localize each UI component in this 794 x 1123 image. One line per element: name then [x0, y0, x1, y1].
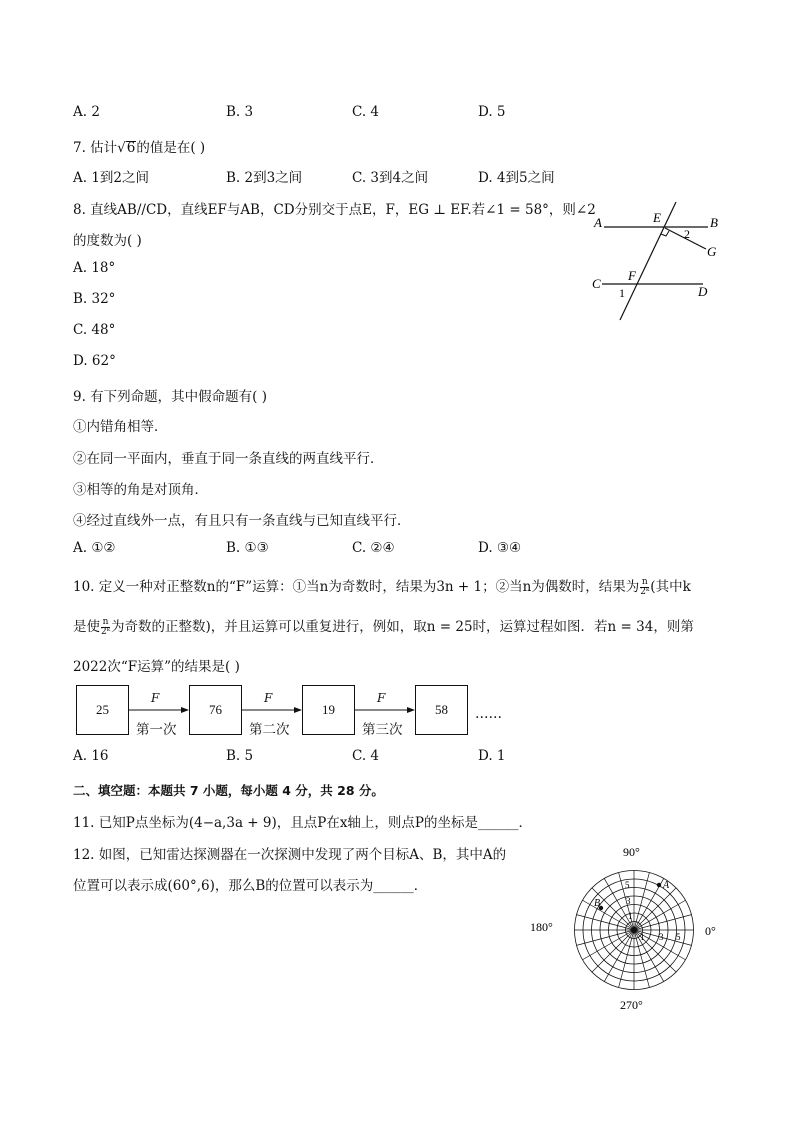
fig8-label-b: B: [710, 215, 718, 230]
q6-option-b: B. 3: [226, 104, 254, 120]
section-2-title: 二、填空题：本题共 7 小题，每小题 4 分，共 28 分。: [73, 783, 384, 798]
q9-item-2: ②在同一平面内，垂直于同一条直线的两直线平行．: [73, 451, 384, 467]
q7-option-d: D. 4到5之间: [478, 170, 555, 186]
q7-option-c: C. 3到4之间: [352, 170, 429, 186]
q7-stem: 7. 估计√6的值是在( ): [73, 140, 206, 156]
radar-spoke: [634, 873, 649, 930]
q10-line1-text: 10. 定义一种对正整数n的“F”运算：①当n为奇数时，结果为3n + 1；②当n为偶数时，结果为: [73, 579, 640, 595]
q8-option-a: A. 18°: [73, 260, 116, 276]
radar-axis-5: 5: [676, 932, 681, 942]
q6-option-c: C. 4: [352, 104, 380, 120]
q6-option-d: D. 5: [478, 104, 506, 120]
flow-step-1: 第一次: [136, 722, 177, 738]
radar-center: [631, 927, 637, 933]
q10-option-d: D. 1: [478, 748, 506, 764]
q10-frac1-den: 2ᵏ: [640, 587, 650, 597]
radar-spoke: [634, 915, 691, 930]
q12-stem-line1: 12. 如图，已知雷达探测器在一次探测中发现了两个目标A、B，其中A的: [73, 847, 507, 863]
q10-stem-line3: 2022次“F运算”的结果是( ): [73, 659, 240, 675]
radar-ring-5: 5: [625, 880, 630, 890]
flow-arrow-label-2: F: [264, 691, 273, 705]
q11-stem: 11. 已知P点坐标为(4−a,3a + 9)，且点P在x轴上，则点P的坐标是______．: [73, 815, 533, 831]
flow-arrows: [128, 700, 418, 720]
q10-fraction-2: [101, 618, 110, 637]
radar-grid: [575, 871, 694, 990]
fig8-label-a: A: [594, 215, 602, 230]
q7-suffix: 的值是在( ): [136, 140, 206, 156]
q9-option-b: B. ①③: [226, 540, 269, 556]
radar-label-a: A: [663, 880, 670, 891]
flow-arrow-label-3: F: [377, 691, 386, 705]
radar-ring-1: 1: [628, 911, 633, 921]
q8-option-d: D. 62°: [73, 353, 116, 369]
q12-stem-line2: 位置可以表示成(60°,6)，那么B的位置可以表示为______．: [73, 878, 428, 894]
fig8-label-d: D: [698, 284, 708, 299]
q8-figure: [588, 200, 738, 325]
q7-option-b: B. 2到3之间: [226, 170, 303, 186]
q9-stem: 9. 有下列命题，其中假命题有( ): [73, 389, 267, 405]
q10-line2-text: 为奇数的正整数)，并且运算可以重复进行，例如，取n = 25时，运算过程如图．若n = 34，则第: [111, 619, 694, 635]
q8-option-b: B. 32°: [73, 291, 116, 307]
q9-item-4: ④经过直线外一点，有且只有一条直线与已知直线平行．: [73, 513, 411, 529]
q10-line1-tail: (其中k: [650, 579, 691, 595]
radar-label-90: 90°: [623, 845, 640, 859]
radar-label-b: B: [594, 898, 601, 909]
radar-spoke: [577, 930, 634, 945]
q10-frac2-den: 2ᵏ: [101, 627, 111, 637]
fig8-label-2: 2: [684, 227, 690, 241]
fig8-label-g: G: [707, 244, 717, 259]
q7-radicand: 6: [126, 140, 136, 156]
q10-fraction-1: [640, 578, 649, 597]
fig8-label-f: F: [628, 268, 636, 283]
q10-line2-head: 是使: [73, 619, 100, 635]
radar-axis-3: 3: [659, 932, 664, 942]
flow-box-1: 25: [76, 685, 129, 735]
flow-ellipsis: ……: [475, 706, 502, 722]
q10-frac1-num: n: [641, 577, 648, 587]
q9-option-c: C. ②④: [352, 540, 395, 556]
radar-spoke: [619, 930, 634, 987]
flow-box-3: 19: [302, 685, 355, 735]
q9-option-a: A. ①②: [73, 540, 116, 556]
flow-box-2: 76: [189, 685, 242, 735]
flow-arrow-label-1: F: [151, 691, 160, 705]
q10-stem-line1: [73, 575, 691, 597]
q10-stem-line2: [73, 615, 694, 637]
radar-label-0: 0°: [705, 924, 716, 938]
fig8-label-1: 1: [619, 286, 625, 300]
q9-option-d: D. ③④: [478, 540, 522, 556]
q8-option-c: C. 48°: [73, 322, 116, 338]
q10-option-c: C. 4: [352, 748, 380, 764]
q10-frac2-num: n: [102, 617, 109, 627]
q9-item-3: ③相等的角是对顶角．: [73, 482, 208, 498]
fig8-label-e: E: [653, 210, 661, 225]
fig8-label-c: C: [592, 276, 601, 291]
q10-option-b: B. 5: [226, 748, 254, 764]
q6-option-a: A. 2: [73, 104, 100, 120]
q8-stem-line2: 的度数为( ): [73, 233, 142, 249]
q10-option-a: A. 16: [73, 748, 109, 764]
flow-box-4: 58: [415, 685, 468, 735]
q7-prefix: 7. 估计: [73, 140, 118, 156]
flow-step-2: 第二次: [249, 722, 290, 738]
radar-spoke: [577, 915, 634, 930]
radar-label-270: 270°: [620, 998, 643, 1012]
q9-item-1: ①内错角相等．: [73, 419, 168, 435]
radar-figure: [528, 842, 728, 1014]
radar-label-180: 180°: [530, 920, 553, 934]
q8-stem-line1: 8. 直线AB//CD，直线EF与AB，CD分别交于点E，F，EG ⊥ EF.若∠1 = 58°，则∠2: [73, 202, 596, 218]
radar-axis-1: 1: [640, 932, 645, 942]
q7-option-a: A. 1到2之间: [73, 170, 150, 186]
radar-ring-3: 3: [626, 896, 631, 906]
radar-point-a: [657, 883, 661, 887]
flow-step-3: 第三次: [362, 722, 403, 738]
